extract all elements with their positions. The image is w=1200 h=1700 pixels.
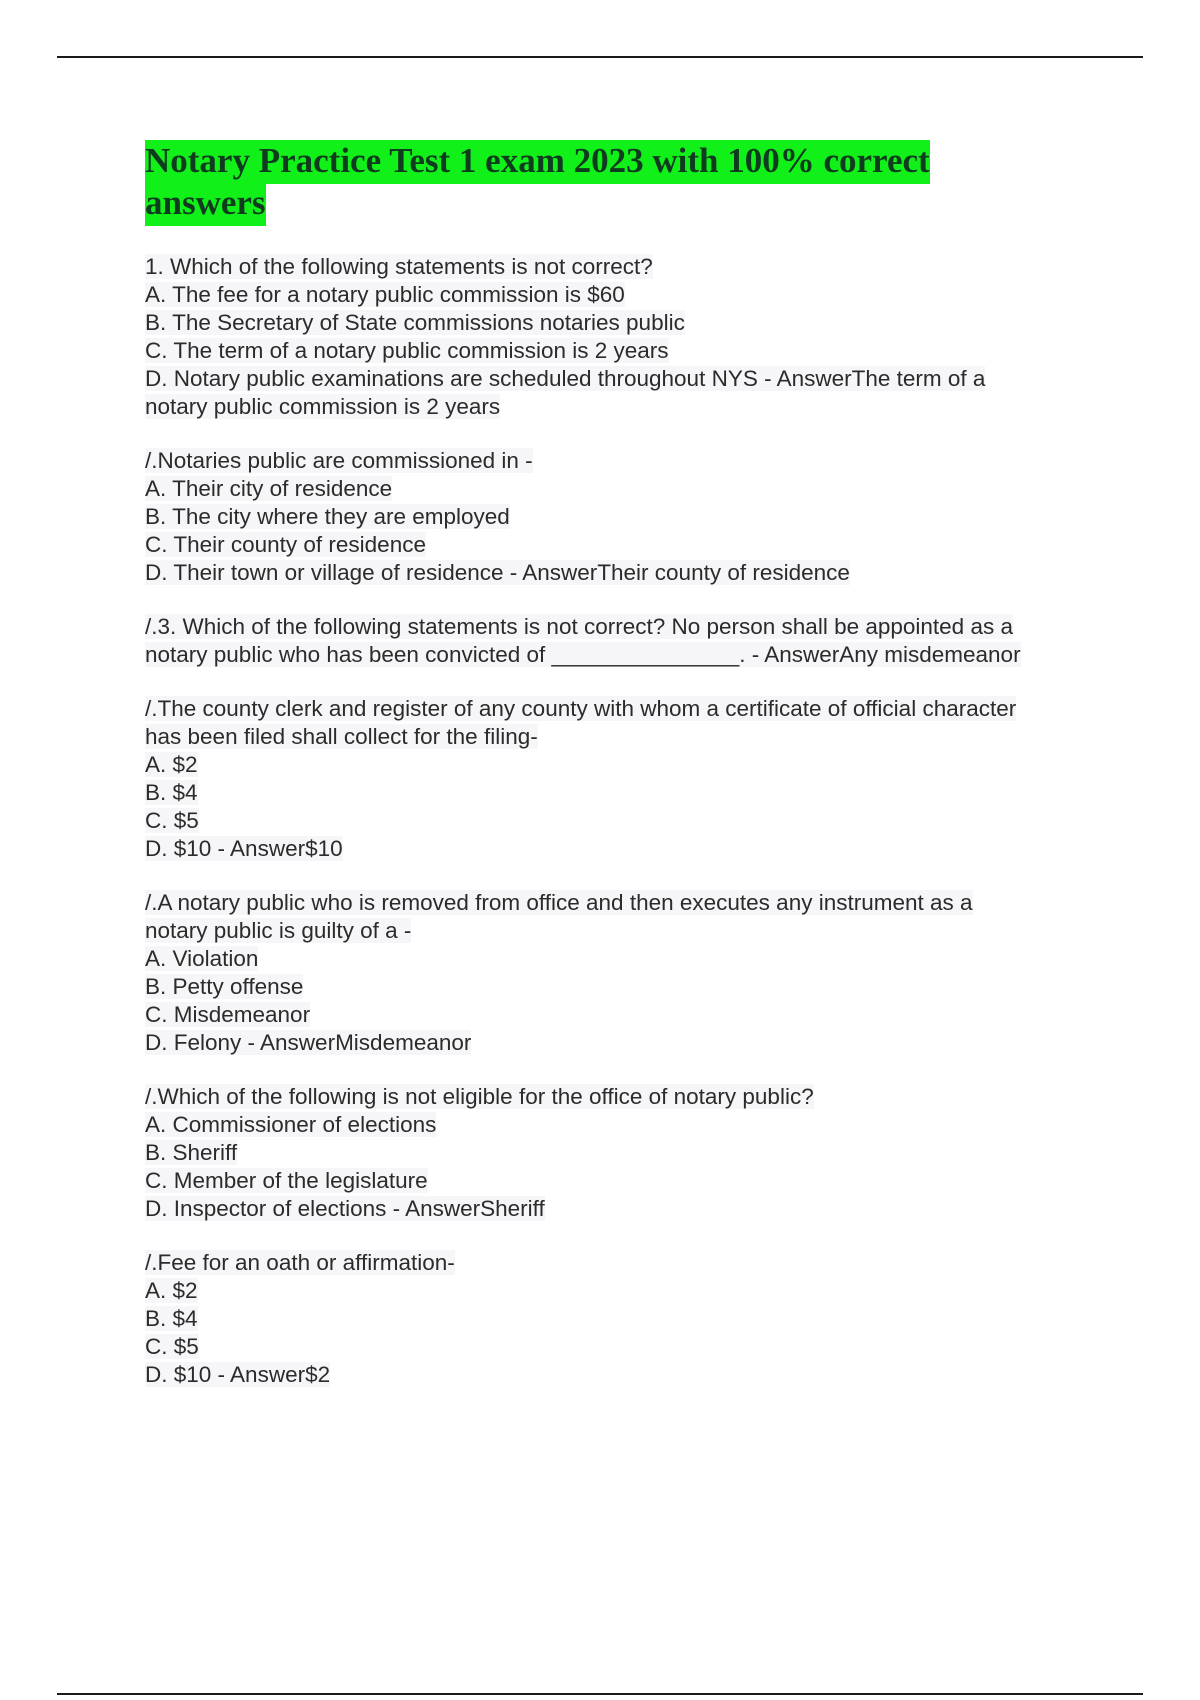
option-line: B. $4 [145, 780, 198, 805]
answer-line: D. Felony - AnswerMisdemeanor [145, 1030, 472, 1055]
question-block [145, 695, 1085, 863]
option-line: A. $2 [145, 752, 198, 777]
question-line: /.A notary public who is removed from office and then executes any instrument as a [145, 890, 973, 915]
answer-line: D. Their town or village of residence - AnswerTheir county of residence [145, 560, 850, 585]
option-line: A. Their city of residence [145, 476, 393, 501]
question-line: /.Which of the following is not eligible for the office of notary public? [145, 1084, 814, 1109]
option-line: B. Petty offense [145, 974, 304, 999]
question-line: has been filed shall collect for the filing- [145, 724, 538, 749]
answer-line: notary public who has been convicted of _______________. - AnswerAny misdemeanor [145, 642, 1021, 667]
option-line: C. Member of the legislature [145, 1168, 428, 1193]
option-line: B. Sheriff [145, 1140, 238, 1165]
answer-line: D. $10 - Answer$2 [145, 1362, 331, 1387]
question-block [145, 1249, 1085, 1389]
question-block [145, 1083, 1085, 1223]
option-line: A. The fee for a notary public commission is $60 [145, 282, 625, 307]
option-line: B. The Secretary of State commissions notaries public [145, 310, 685, 335]
question-block [145, 447, 1085, 587]
question-line: /.Fee for an oath or affirmation- [145, 1250, 455, 1275]
option-line: A. Violation [145, 946, 259, 971]
question-line: /.3. Which of the following statements is not correct? No person shall be appointed as a [145, 614, 1013, 639]
option-line: C. Their county of residence [145, 532, 426, 557]
document-title: Notary Practice Test 1 exam 2023 with 100% correct answers [145, 140, 1025, 224]
bottom-rule [57, 1693, 1143, 1695]
option-line: B. $4 [145, 1306, 198, 1331]
answer-line: D. Inspector of elections - AnswerSheriff [145, 1196, 545, 1221]
option-line: C. $5 [145, 1334, 199, 1359]
top-rule [57, 56, 1143, 58]
option-line: C. $5 [145, 808, 199, 833]
question-block [145, 253, 1085, 421]
option-line: C. The term of a notary public commission is 2 years [145, 338, 669, 363]
option-line: B. The city where they are employed [145, 504, 510, 529]
question-line: 1. Which of the following statements is not correct? [145, 254, 653, 279]
question-line: /.Notaries public are commissioned in - [145, 448, 533, 473]
document-body [145, 140, 1085, 1415]
option-line: A. Commissioner of elections [145, 1112, 437, 1137]
option-line: C. Misdemeanor [145, 1002, 311, 1027]
question-line: notary public is guilty of a - [145, 918, 412, 943]
answer-line: D. $10 - Answer$10 [145, 836, 343, 861]
question-block [145, 889, 1085, 1057]
question-block [145, 613, 1085, 669]
question-line: /.The county clerk and register of any county with whom a certificate of official character [145, 696, 1017, 721]
option-line: A. $2 [145, 1278, 198, 1303]
option-line: D. Notary public examinations are scheduled throughout NYS - AnswerThe term of a [145, 366, 986, 391]
answer-line: notary public commission is 2 years [145, 394, 501, 419]
